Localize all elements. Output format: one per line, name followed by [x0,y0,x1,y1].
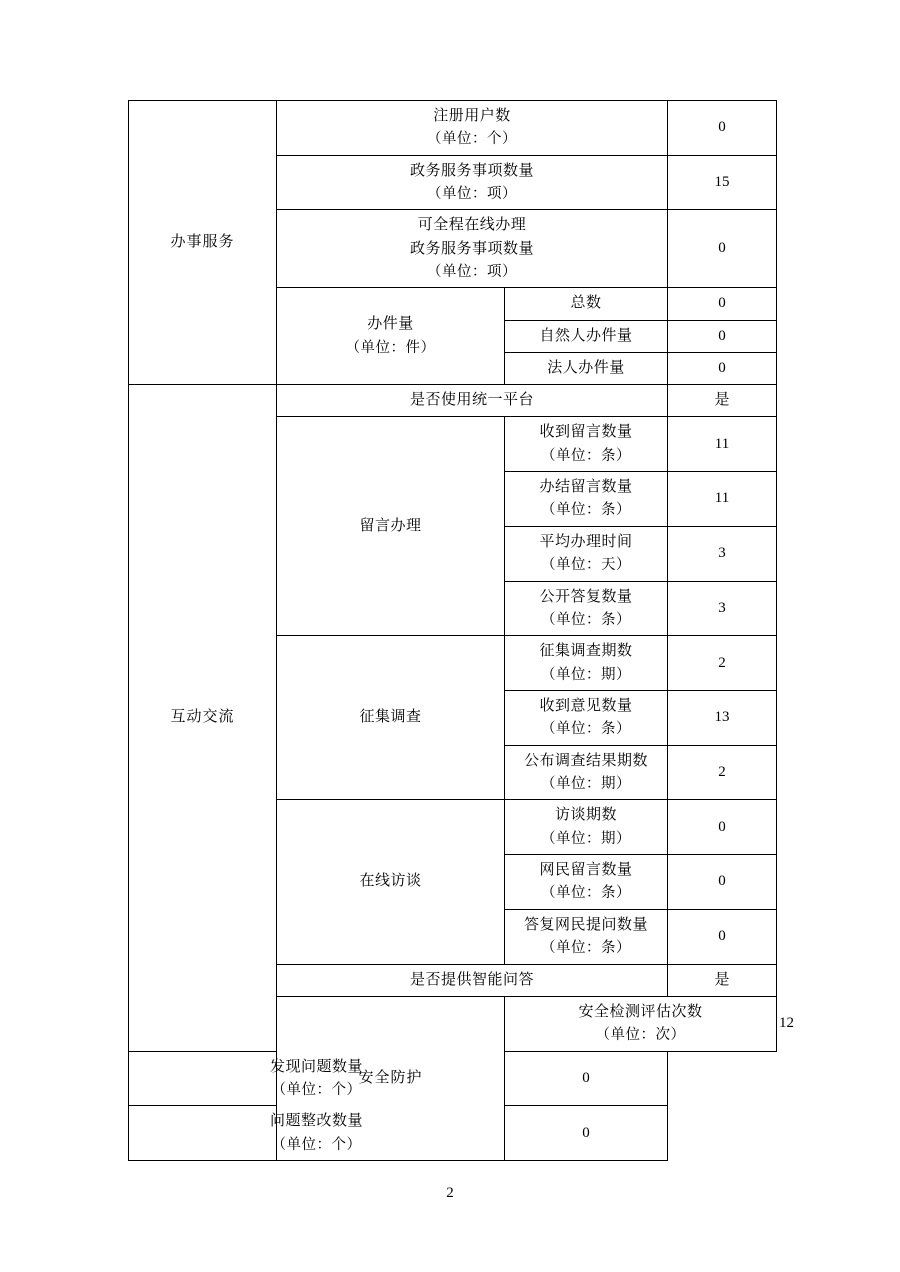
submetric-value: 0 [668,855,777,910]
metric-label-text: 注册用户数 [433,108,511,124]
submetric-unit-text: （单位：期） [541,830,631,847]
metric-label [277,155,668,210]
metric-value: 0 [668,101,777,156]
submetric-value: 2 [668,745,777,800]
submetric-unit-text: （单位：条） [541,611,631,628]
submetric-unit-text: （单位：条） [541,447,631,464]
table-row [129,385,777,417]
submetric-unit-text: （单位：条） [541,502,631,519]
submetric-label [505,909,668,964]
submetric-label-text: 收到留言数量 [539,424,633,441]
metric-label-text-2: 政务服务事项数量 [409,240,534,257]
metric-label: 是否使用统一平台 [277,385,668,417]
submetric-label-text: 征集调查期数 [539,643,633,660]
table-row [129,1051,777,1106]
metric-unit-text: （单位：件） [345,339,436,356]
submetric-value: 3 [668,581,777,636]
submetric-label: 自然人办件量 [505,320,668,352]
category-cell-interaction: 互动交流 [129,385,277,1051]
table-row: 安全防护 安全检测评估次数 （单位：次） 12 [129,996,777,1051]
submetric-value: 3 [668,526,777,581]
metric-label-text: 问题整改数量 [269,1113,363,1130]
submetric-label-text: 办结留言数量 [539,479,633,496]
metric-value: 0 [505,1106,668,1161]
submetric-label-text: 网民留言数量 [539,862,633,879]
metric-unit-text: （单位：个） [271,1136,362,1153]
submetric-value: 11 [668,417,777,472]
metric-label [129,1106,505,1161]
metric-value: 15 [668,155,777,210]
submetric-value: 0 [668,800,777,855]
metric-unit-text: （单位：次） [595,1027,686,1044]
metric-label [129,1051,505,1106]
table-row [129,1106,777,1161]
metric-value: 0 [668,210,777,288]
submetric-label-text: 公布调查结果期数 [523,752,648,769]
submetric-label: 总数 [505,288,668,320]
report-table [128,100,794,1161]
table-row [129,101,777,156]
submetric-label [505,800,668,855]
submetric-unit-text: （单位：期） [541,775,631,792]
submetric-unit-text: （单位：条） [541,721,631,738]
metric-unit-text: （单位：个） [427,131,517,148]
metric-label [505,996,777,1051]
submetric-label-text: 平均办理时间 [539,533,633,550]
submetric-unit-text: （单位：条） [541,885,631,902]
metric-label: 留言办理 [277,417,505,636]
government-website-statistics-table [128,100,794,1161]
metric-label-text: 可全程在线办理 [417,217,527,234]
submetric-value: 13 [668,691,777,746]
submetric-label-text: 公开答复数量 [539,588,633,605]
submetric-value: 2 [668,636,777,691]
metric-label-text: 政务服务事项数量 [409,162,534,179]
metric-label [277,288,505,385]
submetric-label [505,691,668,746]
submetric-value: 0 [668,320,777,352]
submetric-unit-text: （单位：天） [541,557,631,574]
metric-label: 是否提供智能问答 [277,964,668,996]
submetric-label [505,581,668,636]
category-cell-security: 安全防护 [277,996,505,1160]
metric-label-text: 办件量 [367,316,414,333]
metric-label: 征集调查 [277,636,505,800]
metric-unit-text: （单位：个） [271,1081,362,1098]
submetric-label-text: 访谈期数 [554,807,617,824]
metric-label [277,210,668,288]
metric-value: 是 [668,385,777,417]
submetric-label [505,417,668,472]
submetric-label-text: 收到意见数量 [539,698,633,714]
submetric-unit-text: （单位：期） [541,666,631,683]
submetric-label [505,745,668,800]
submetric-label-text: 答复网民提问数量 [523,916,648,933]
metric-label-text: 发现问题数量 [269,1058,363,1075]
metric-value: 0 [505,1051,668,1106]
metric-label: 在线访谈 [277,800,505,964]
metric-label [277,101,668,156]
metric-value: 是 [668,964,777,996]
submetric-value: 11 [668,472,777,527]
metric-unit-text: （单位：项） [427,263,517,280]
metric-label-text: 安全检测评估次数 [578,1003,703,1020]
submetric-label [505,636,668,691]
submetric-value: 0 [668,288,777,320]
metric-unit-text: （单位：项） [427,185,517,202]
submetric-unit-text: （单位：条） [541,940,631,957]
submetric-value: 0 [668,352,777,384]
submetric-label [505,526,668,581]
submetric-label [505,855,668,910]
submetric-value: 0 [668,909,777,964]
page-number: 2 [446,1185,454,1201]
category-cell-service: 办事服务 [129,101,277,385]
submetric-label: 法人办件量 [505,352,668,384]
submetric-label [505,472,668,527]
